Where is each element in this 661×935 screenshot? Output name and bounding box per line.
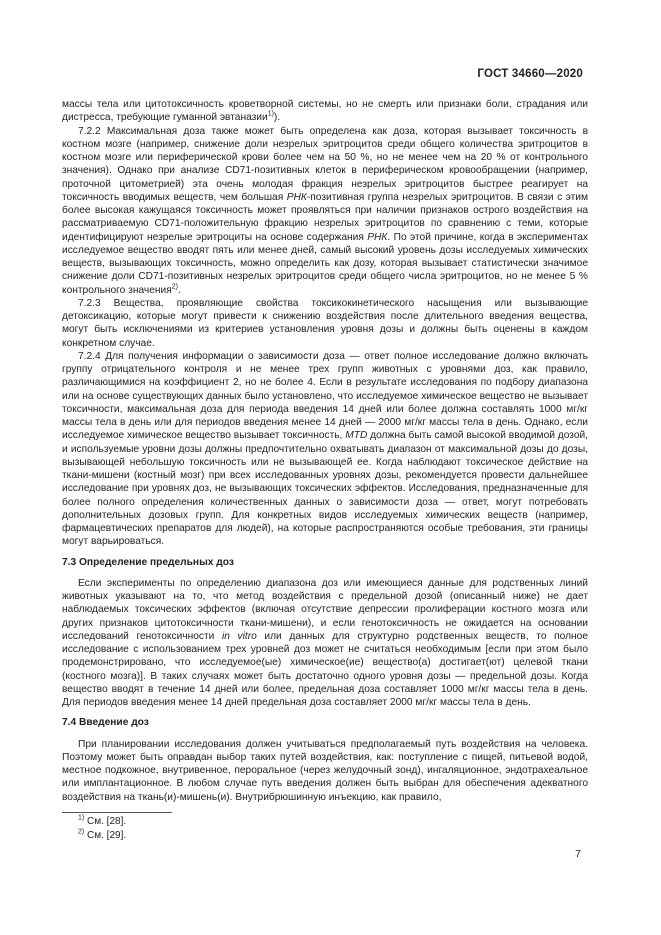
footnote-2: $^{2)}$ См. [29]. <box>78 828 127 841</box>
paragraph-7-2-3: 7.2.3 Вещества, проявляющие свойства токсикокинетического насыщения или вызывающие детоксикацию, которые могут привести к снижению воздействия после длительного введения вещества, могут быть исключениями из критериев установления уровня дозы и должны быть оценены в каждом конкретном случае. <box>62 297 588 349</box>
footnote-divider <box>62 812 172 813</box>
paragraph-continuation: массы тела или цитотоксичность кроветворной системы, но не смерть или признаки боли, страдания или дистресса, требующие гуманной эвтаназии$^{1)}$). <box>62 99 588 124</box>
footnote-1: $^{1)}$ См. [28]. <box>78 814 127 827</box>
document-body <box>62 98 588 804</box>
section-heading-7-3: 7.3 Определение предельных доз <box>62 556 234 568</box>
section-heading-7-4: 7.4 Введение доз <box>62 717 149 729</box>
page-number: 7 <box>575 848 581 860</box>
paragraph-7-3: Если эксперименты по определению диапазона доз или имеющиеся данные для родственных линий животных указывают на то, что метод воздействия с предельной дозой (описанный ниже) не дает наблюдаемых токсических эффектов (включая отсутствие депрессии пролиферации костного мозга или других признаков цитотоксичности ткани-мишени), и если генотоксичность не ожидается на основании исследований генотоксичности in vitro или данных для структурно родственных веществ, то полное исследование с использованием трех уровней доз может не считаться необходимым [если при этом было продемонстрировано, что исследуемое(ые) химическое(ие) вещество(а) достигает(ют) целевой ткани (костного мозга)]. В таких случаях может быть достаточно одного уровня дозы — предельной дозы. Когда вещество вводят в течение 14 дней или более, предельная доза составляет 1000 мг/кг массы тела в день. Для периодов введения менее 14 дней предельная доза составляет 2000 мг/кг массы тела в день. <box>62 577 588 708</box>
document-code: ГОСТ 34660—2020 <box>477 68 583 80</box>
paragraph-7-4: При планировании исследования должен учитываться предполагаемый путь воздействия на человека. Поэтому может быть оправдан выбор таких путей воздействия, как: поступление с пищей, питьевой водой, местное подкожное, внутривенное, пероральное (через желудочный зонд), ингаляционное, эндотрахеальное или имплантационное. В любом случае путь введения должен быть выбран для обеспечения адекватного воздействия на ткань(и)-мишень(и). Внутрибрюшинную инъекцию, как правило, <box>62 738 588 803</box>
paragraph-7-2-4: 7.2.4 Для получения информации о зависимости доза — ответ полное исследование должно включать группу отрицательного контроля и не менее трех групп животных с уровнями доз, как правило, различающимися на коэффициент 2, но не более 4. Если в результате исследования по подбору диапазона или на основе существующих данных было установлено, что исследуемое химическое вещество не вызывает токсичности, максимальная доза для периода введения 14 дней или более должна составлять 1000 мг/кг массы тела в день или для периодов введения менее 14 дней — 2000 мг/кг массы тела в день. Однако, если исследуемое химическое вещество вызывает токсичность, MTD должна быть самой высокой вводимой дозой, и используемые уровни дозы должны предпочтительно охватывать диапазон от максимальной дозы до дозы, вызывающей небольшую токсичность или не вызывающей ее. Когда наблюдают токсическое действие на ткани-мишени (костный мозг) при всех исследованных уровнях дозы, рекомендуется провести дальнейшее исследование при уровнях доз, не вызывающих токсических эффектов. Исследования, предназначенные для более полного определения количественных данных о зависимости доза — ответ, могут потребовать дополнительных дозовых групп. Для конкретных видов исследуемых химических веществ (например, фармацевтических препаратов для людей), на которые распространяются особые требования, эти границы могут варьироваться. <box>62 350 589 548</box>
paragraph-7-2-2: 7.2.2 Максимальная доза также может быть определена как доза, которая вызывает токсичность в костном мозге (например, снижение доли незрелых эритроцитов среди общего количества эритроцитов в костном мозге или периферической крови более чем на 50 %, но не менее чем на 20 % от контрольного значения). Однако при анализе CD71-позитивных клеток в периферическом кровообращении (например, проточной цитометрией) эта очень молодая фракция незрелых эритроцитов быстрее реагирует на токсичность вводимых веществ, чем большая РНК-позитивная группа незрелых эритроцитов. В связи с этим более высокая кажущаяся токсичность может проявляться при наличии признаков острого воздействия на рассматриваемую CD71-положительную фракцию незрелых эритроцитов по сравнению с теми, которые идентифицируют незрелые эритроциты на основе содержания РНК. По этой причине, когда в экспериментах исследуемое вещество вводят пять или менее дней, самый высокий уровень дозы исследуемых химических веществ, вызывающих токсичность, можно определить как дозу, которая вызывает статистически значимое снижение доли CD71-позитивных незрелых эритроцитов среди общего числа эритроцитов, но не менее 5 % контрольного значения$^{2)}$. <box>62 125 589 296</box>
footnotes <box>62 812 588 843</box>
